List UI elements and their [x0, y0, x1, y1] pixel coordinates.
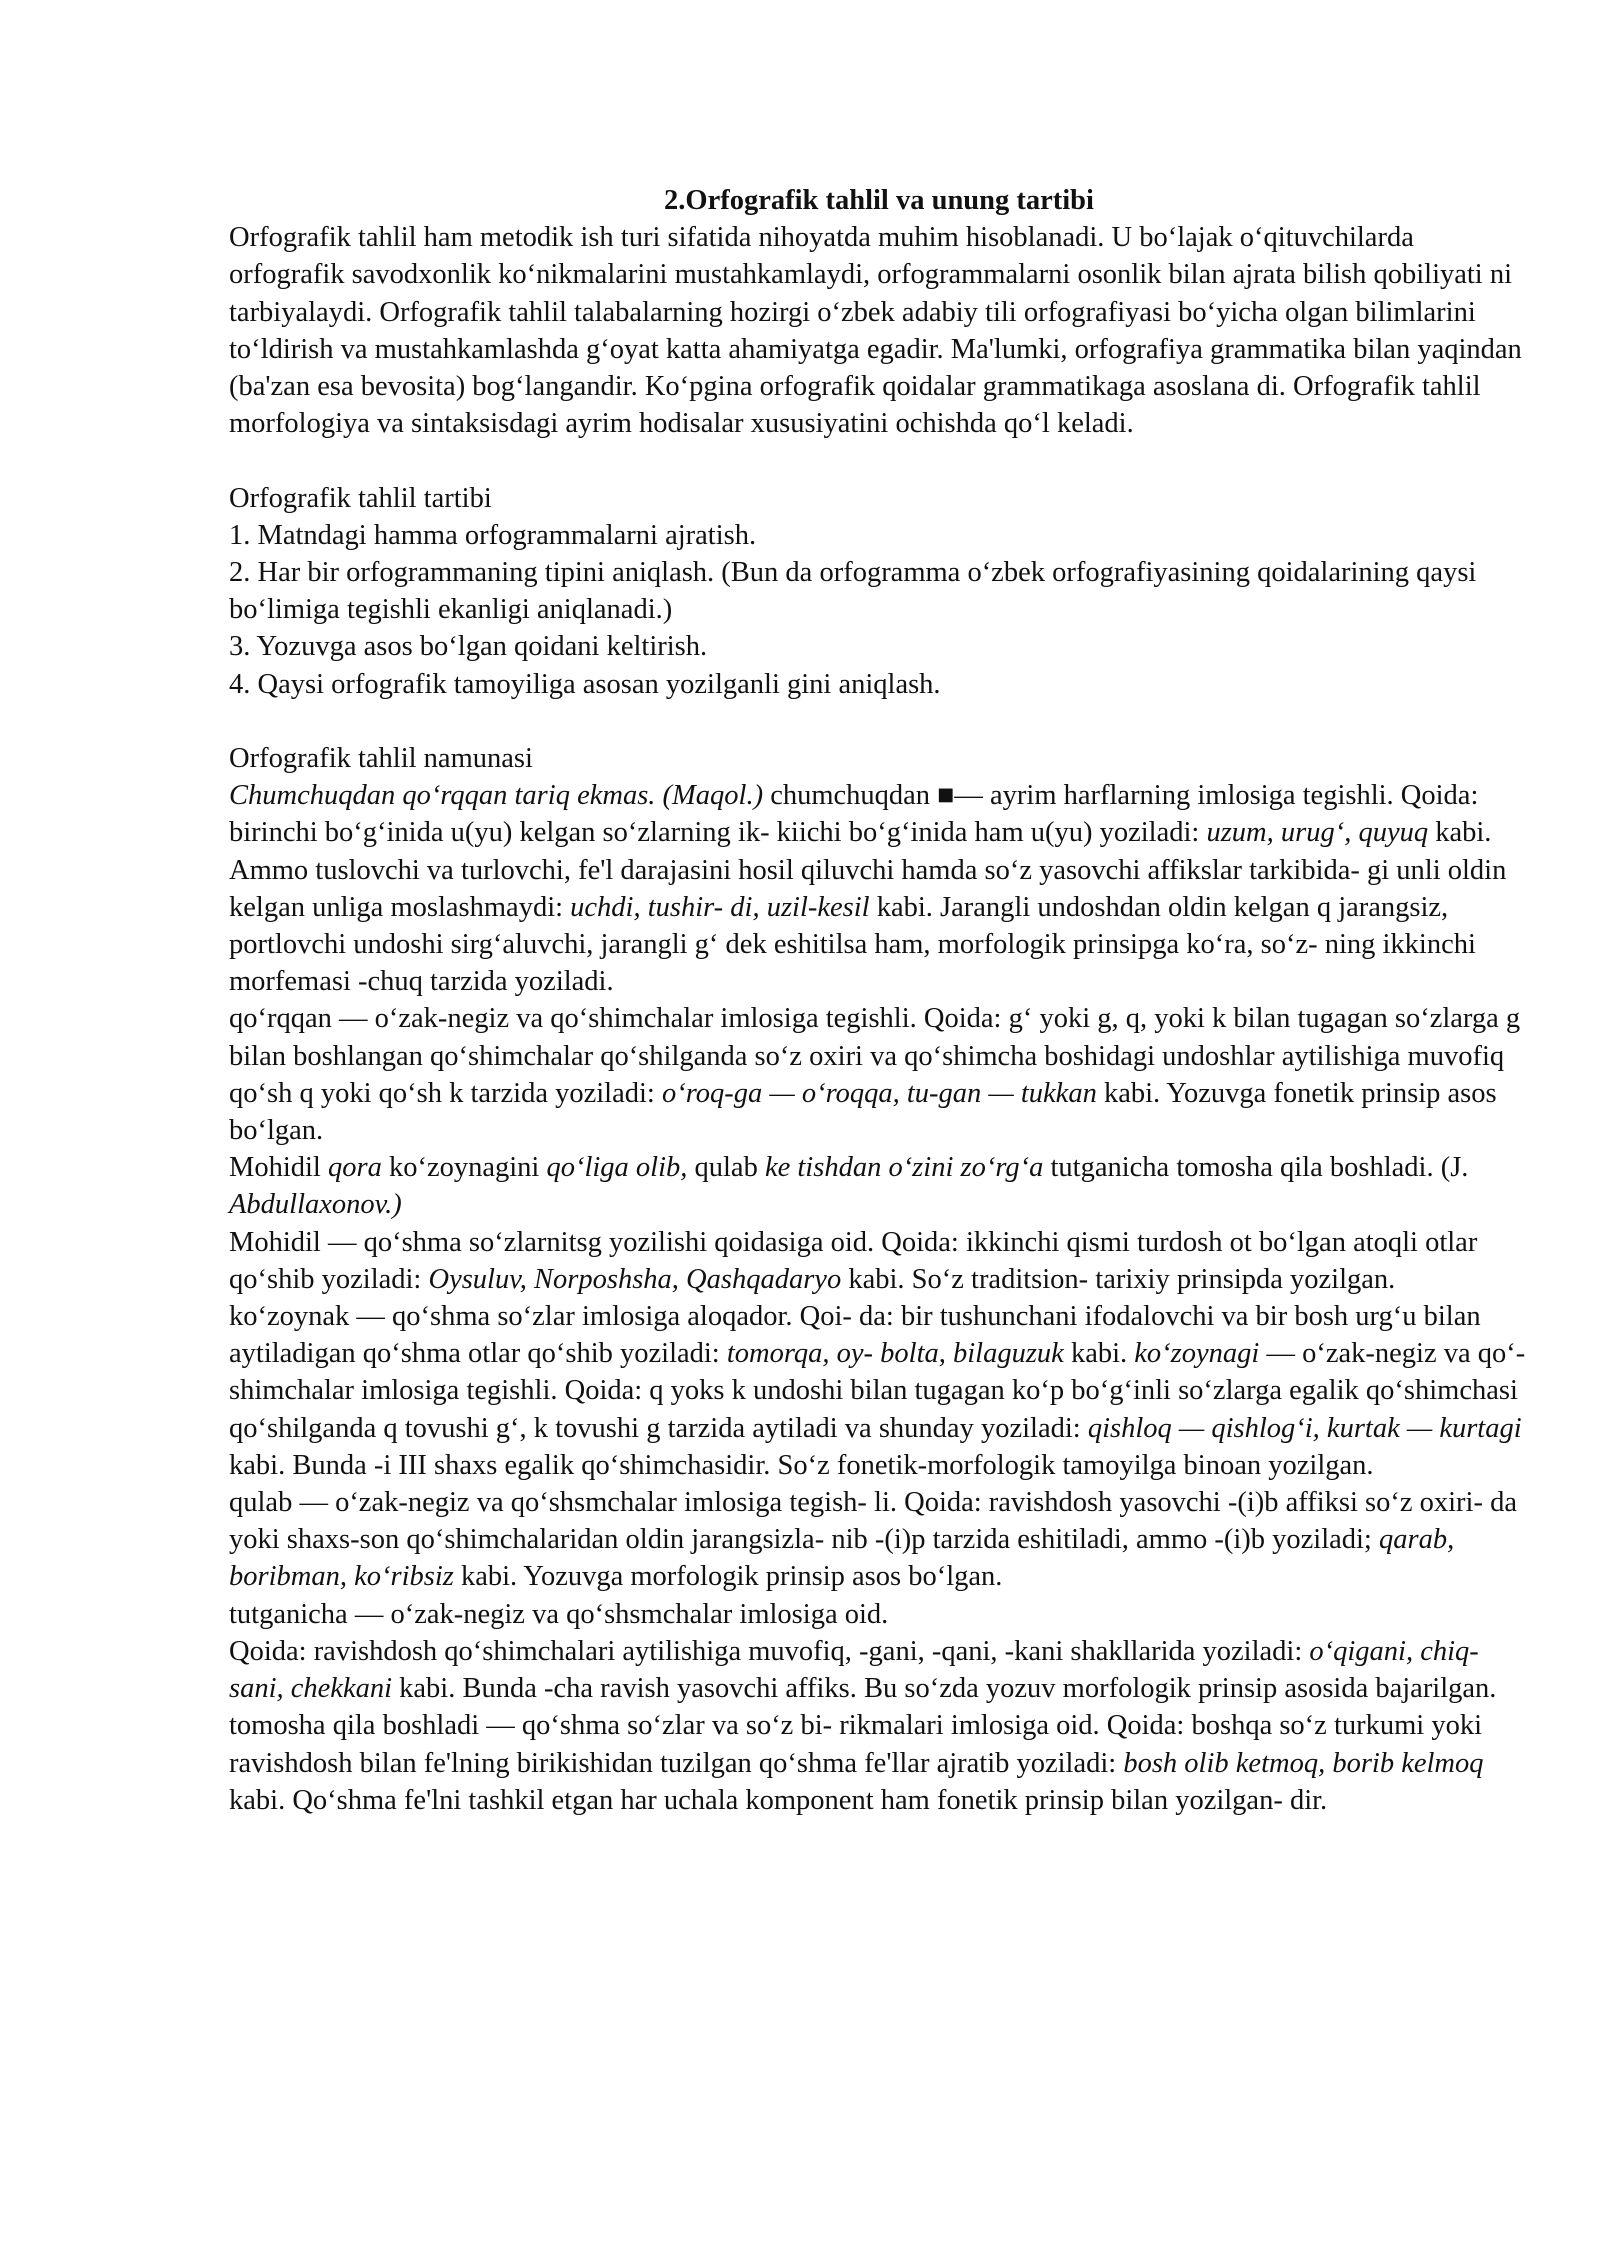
text-run: tomosha qila boshladi — qo‘shma so‘zlar va so‘z bi- rikmalari imlosiga oid. Qoida: boshqa so‘z turkumi yoki ravishdosh bilan fe'lning birikishidan tuzilgan qo‘shma fe'llar ajratib yoziladi:: [229, 1710, 1482, 1779]
text-run: qulab: [687, 1152, 765, 1184]
paragraph: [229, 480, 1529, 517]
paragraph: [229, 1633, 1529, 1707]
paragraph: [229, 1707, 1529, 1819]
paragraph: [229, 517, 1529, 554]
paragraph: [229, 628, 1529, 665]
text-run: 4. Qaysi orfografik tamoyiliga asosan yozilganli gini aniqlash.: [229, 668, 941, 700]
italic-run: tomorqa, oy- bolta, bilaguzuk: [726, 1338, 1064, 1370]
text-run: ko‘zoynak — qo‘shma so‘zlar imlosiga aloqador. Qoi- da: bir tushunchani ifodalovchi va bir bosh urg‘u bilan aytiladigan qo‘shma otlar qo‘shib yoziladi:: [229, 1301, 1481, 1370]
italic-run: Oysuluv, Norposhsha, Qashqadaryo: [428, 1263, 842, 1295]
text-run: tutganicha tomosha qila boshladi. (J.: [1043, 1152, 1469, 1184]
italic-run: qo‘liga olib,: [546, 1152, 688, 1184]
text-run: Mohidil — qo‘shma so‘zlarnitsg yozilishi qoidasiga oid. Qoida: ikkinchi qismi turdosh ot bo‘lgan atoqli otlar qo‘shib yoziladi:: [229, 1226, 1478, 1295]
paragraph: [229, 666, 1529, 703]
paragraph: [229, 1224, 1529, 1298]
text-run: tutganicha — o‘zak-negiz va qo‘shsmchalar imlosiga oid.: [229, 1598, 889, 1630]
paragraph: [229, 777, 1529, 1000]
paragraph: [229, 1149, 1529, 1223]
paragraph-gap: [229, 703, 1529, 740]
paragraph-gap: [229, 442, 1529, 479]
italic-run: ko‘zoynagi: [1134, 1338, 1260, 1370]
paragraph: [229, 1000, 1529, 1149]
text-run: kabi. Jarangli undoshdan oldin kelgan q jarangsiz, portlovchi undoshi sirg‘aluvchi, jarangli g‘ dek eshitilsa ham, morfologik prinsipga ko‘ra, so‘z- ning ikkinchi morfemasi -chuq tarzida yoziladi.: [229, 891, 1476, 998]
text-run: Mohidil: [229, 1152, 328, 1184]
italic-run: uchdi, tushir- di, uzil-kesil: [570, 891, 870, 923]
italic-run: ke tishdan o‘zini zo‘rg‘a: [764, 1152, 1044, 1184]
text-run: qulab — o‘zak-negiz va qo‘shsmchalar imlosiga tegish- li. Qoida: ravishdosh yasovchi -(i)b affiksi so‘z oxiri- da yoki shaxs-son qo‘shimchalaridan oldin jarangsizla- nib -(i)p tarzida eshitiladi, ammo -(i)b yoziladi;: [229, 1487, 1517, 1556]
text-run: qo‘rqqan — o‘zak-negiz va qo‘shimchalar imlosiga tegishli. Qoida: g‘ yoki g, q, yoki k bilan tugagan so‘zlarga g bilan boshlangan qo‘shimchalar qo‘shilganda so‘z oxiri va qo‘shimcha boshidagi undoshlar aytilishiga muvofiq qo‘sh q yoki qo‘sh k tarzida yoziladi:: [229, 1003, 1521, 1109]
text-run: kabi. So‘z traditsion- tarixiy prinsipda yozilgan.: [841, 1263, 1396, 1295]
text-run: 3. Yozuvga asos bo‘lgan qoidani keltirish.: [229, 631, 708, 663]
text-run: kabi. Ammo tuslovchi va turlovchi, fe'l darajasini hosil qiluvchi hamda so‘z yasovchi affikslar tarkibida- gi unli oldin kelgan unliga moslashmaydi:: [229, 817, 1507, 923]
italic-run: bosh olib ketmoq, borib kelmoq: [1123, 1747, 1484, 1779]
text-run: kabi. Qo‘shma fe'lni tashkil etgan har uchala komponent ham fonetik prinsip bilan yozilgan- dir.: [229, 1784, 1328, 1816]
italic-run: o‘roq-ga — o‘roqqa, tu-gan — tukkan: [661, 1077, 1097, 1109]
italic-run: qarab, boribman, ko‘ribsiz: [229, 1524, 1455, 1593]
text-run: 2. Har bir orfogrammaning tipini aniqlash. (Bun da orfogramma o‘zbek orfografiyasining qoidalarining qaysi bo‘limiga tegishli ekanligi aniqlanadi.): [229, 557, 1477, 626]
paragraph: [229, 554, 1529, 628]
paragraph: [229, 1298, 1529, 1484]
text-run: kabi.: [1063, 1338, 1135, 1370]
text-run: Orfografik tahlil namunasi: [229, 743, 533, 775]
text-run: chumchuqdan ■— ayrim harflarning imlosiga tegishli. Qoida: birinchi bo‘g‘inida u(yu) kelgan so‘zlarning ik- kiichi bo‘g‘inida ham u(yu) yoziladi:: [229, 780, 1479, 849]
document-body: [229, 219, 1529, 1819]
text-run: kabi. Yozuvga fonetik prinsip asos bo‘lgan.: [229, 1077, 1497, 1147]
paragraph: [229, 1484, 1529, 1596]
italic-run: qishloq — qishlog‘i, kurtak — kurtagi: [1087, 1412, 1522, 1444]
paragraph: [229, 740, 1529, 777]
text-run: Orfografik tahlil tartibi: [229, 482, 492, 514]
italic-run: Chumchuqdan qo‘rqqan tariq ekmas. (Maqol.): [229, 780, 764, 812]
document-page: [229, 182, 1529, 1819]
italic-run: Abdullaxonov.): [229, 1189, 402, 1221]
text-run: 1. Matndagi hamma orfogrammalarni ajratish.: [229, 519, 757, 551]
italic-run: qora: [327, 1152, 382, 1184]
paragraph: [229, 1596, 1529, 1633]
text-run: kabi. Bunda -i III shaxs egalik qo‘shimchasidir. So‘z fonetik-morfologik tamoyilga binoan yozilgan.: [229, 1449, 1374, 1481]
text-run: ko‘zoynagini: [381, 1152, 547, 1184]
text-run: kabi. Bunda -cha ravish yasovchi affiks. Bu so‘zda yozuv morfologik prinsip asosida bajarilgan.: [392, 1673, 1497, 1705]
paragraph: [229, 219, 1529, 442]
italic-run: o‘qigani, chiq- sani, chekkani: [229, 1635, 1479, 1705]
text-run: — o‘zak-negiz va qo‘- shimchalar imlosiga tegishli. Qoida: q yoks k undoshi bilan tugagan ko‘p bo‘g‘inli so‘zlarga egalik qo‘shimchasi qo‘shilganda q tovushi g‘, k tovushi g tarzida aytiladi va shunday yoziladi:: [229, 1338, 1526, 1444]
text-run: Qoida: ravishdosh qo‘shimchalari aytilishiga muvofiq, -gani, -qani, -kani shakllarida yoziladi:: [229, 1635, 1310, 1667]
italic-run: uzum, urug‘, quyuq: [1206, 817, 1429, 849]
text-run: kabi. Yozuvga morfologik prinsip asos bo‘lgan.: [453, 1561, 1003, 1593]
text-run: Orfografik tahlil ham metodik ish turi sifatida nihoyatda muhim hisoblanadi. U bo‘lajak o‘qituvchilarda orfografik savodxonlik ko‘nikmalarini mustahkamlaydi, orfogrammalarni osonlik bilan ajrata bilish qobiliyati ni tarbiyalaydi. Orfografik tahlil talabalarning hozirgi o‘zbek adabiy tili orfografiyasi bo‘yicha olgan bilimlarini to‘ldirish va mustahkamlashda g‘oyat katta ahamiyatga egadir. Ma'lumki, orfografiya grammatika bilan yaqindan (ba'zan esa bevosita) bog‘langandir. Ko‘pgina orfografik qoidalar grammatikaga asoslana di. Orfografik tahlil morfologiya va sintaksisdagi ayrim hodisalar xususiyatini ochishda qo‘l keladi.: [229, 222, 1522, 440]
document-title: 2.Orfografik tahlil va unung tartibi: [664, 185, 1094, 216]
